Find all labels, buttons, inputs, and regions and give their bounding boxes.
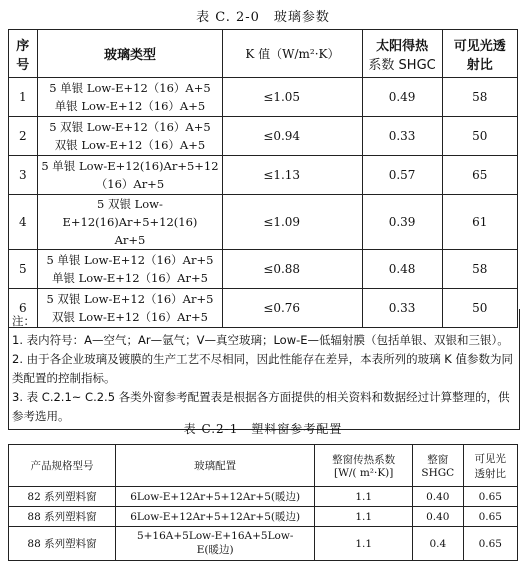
window-k-cell: 1.1 [315,527,413,561]
k-value-cell: ≤0.88 [223,250,362,289]
window-shgc-cell: 0.40 [412,507,463,527]
window-vt-cell: 0.65 [463,507,517,527]
row-index: 6 [9,289,38,328]
window-shgc-cell: 0.4 [412,527,463,561]
header-window-shgc: 整窗 SHGC [412,445,463,487]
k-value-cell: ≤1.05 [223,78,362,117]
config-cell: 6Low-E+12Ar+5+12Ar+5(暖边) [116,487,315,507]
glass-type-line2: 单银 Low-E+12（16）Ar+5 [51,271,208,285]
glass-type-cell [37,195,223,250]
k-value-cell: ≤0.76 [223,289,362,328]
visible-transmittance-cell: 58 [442,78,517,117]
header-config: 玻璃配置 [116,445,315,487]
window-shgc-cell: 0.40 [412,487,463,507]
table2-row [9,527,518,561]
visible-transmittance-cell: 50 [442,289,517,328]
window-k-cell: 1.1 [315,487,413,507]
table-notes [8,309,520,430]
glass-parameters-table [8,29,518,328]
header-visible-transmittance: 可见光透 射比 [442,30,517,78]
shgc-cell: 0.49 [362,78,442,117]
note-2: 2. 由于各企业玻璃及镀膜的生产工艺不尽相同，因此性能存在差异，本表所列的玻璃 K 值参数为同类配置的控制指标。 [12,352,513,385]
table2-header-row [9,445,518,487]
table2-row [9,507,518,527]
glass-type-line1: 5 双银 Low-E+12（16）A+5 [49,120,211,134]
note-1: 1. 表内符号：A—空气；Ar—氩气；V—真空玻璃；Low-E—低辐射膜（包括单银、双银和三银）。 [12,333,509,347]
model-cell: 88 系列塑料窗 [9,507,116,527]
visible-transmittance-cell: 65 [442,156,517,195]
plastic-window-config-table [8,444,518,561]
table2-row [9,487,518,507]
header-shgc: 太阳得热 系数 SHGC [362,30,442,78]
window-k-cell: 1.1 [315,507,413,527]
table-row [9,156,518,195]
shgc-cell: 0.39 [362,195,442,250]
glass-type-line2: 双银 Low-E+12（16）Ar+5 [51,310,208,324]
table-row [9,195,518,250]
visible-transmittance-cell: 50 [442,117,517,156]
k-value-cell: ≤1.09 [223,195,362,250]
visible-transmittance-cell: 61 [442,195,517,250]
k-value-cell: ≤0.94 [223,117,362,156]
shgc-cell: 0.48 [362,250,442,289]
table-row [9,117,518,156]
glass-type-line1: 5 单银 Low-E+12（16）A+5 [49,81,211,95]
table1-caption: 表 C. 2-0 玻璃参数 [196,10,330,25]
shgc-cell: 0.33 [362,289,442,328]
note-3: 3. 表 C.2.1~ C.2.5 各类外窗参考配置表是根据各方面提供的相关资料和数据经过计算整理的，供参考选用。 [12,390,510,423]
glass-type-cell [37,250,223,289]
window-vt-cell: 0.65 [463,487,517,507]
shgc-cell: 0.33 [362,117,442,156]
table-row [9,250,518,289]
row-index: 2 [9,117,38,156]
glass-type-line2: Ar+5 [114,233,146,247]
row-index: 5 [9,250,38,289]
header-model: 产品规格型号 [9,445,116,487]
visible-transmittance-cell: 58 [442,250,517,289]
notes-title: 注： [12,314,35,328]
table-row [9,78,518,117]
header-index: 序 号 [9,30,38,78]
config-cell: 5+16A+5Low-E+16A+5Low-E(暖边) [116,527,315,561]
glass-type-line2: 单银 Low-E+12（16）A+5 [54,99,206,113]
shgc-cell: 0.57 [362,156,442,195]
header-window-k: 整窗传热系数 [W/( m²·K)] [315,445,413,487]
glass-type-line2: （16）Ar+5 [95,177,165,191]
glass-type-cell [37,78,223,117]
k-value-cell: ≤1.13 [223,156,362,195]
glass-type-line1: 5 单银 Low-E+12(16)Ar+5+12 [41,159,219,173]
glass-type-line1: 5 双银 Low-E+12（16）Ar+5 [46,292,214,306]
config-cell: 6Low-E+12Ar+5+12Ar+5(暖边) [116,507,315,527]
glass-type-line1: 5 单银 Low-E+12（16）Ar+5 [46,253,214,267]
window-vt-cell: 0.65 [463,527,517,561]
glass-type-cell [37,117,223,156]
header-k-value: K 值（W/m²·K） [223,30,362,78]
table2-caption: 表 C.2-1 塑料窗参考配置 [183,422,343,436]
row-index: 3 [9,156,38,195]
glass-type-cell [37,156,223,195]
header-glass-type: 玻璃类型 [37,30,223,78]
header-window-vt: 可见光 透射比 [463,445,517,487]
model-cell: 82 系列塑料窗 [9,487,116,507]
row-index: 4 [9,195,38,250]
table-header-row [9,30,518,78]
model-cell: 88 系列塑料窗 [9,527,116,561]
glass-type-line1: 5 双银 Low-E+12(16)Ar+5+12(16) [62,197,198,229]
glass-type-line2: 双银 Low-E+12（16）A+5 [54,138,206,152]
row-index: 1 [9,78,38,117]
